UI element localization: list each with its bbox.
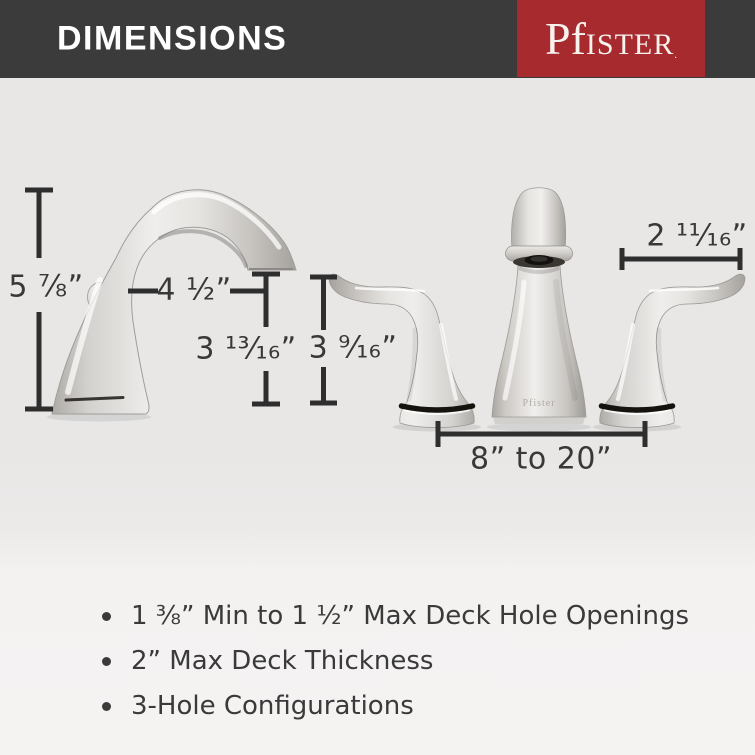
spout-outlet-height-label: 3 ¹³⁄₁₆”: [195, 331, 297, 367]
spec-list: [102, 601, 689, 736]
brand-wordmark-head: Pf: [545, 12, 586, 64]
bullet-icon: [102, 702, 111, 711]
center-spout-illustration: [487, 188, 591, 432]
spec-text: 2” Max Deck Thickness: [131, 646, 434, 676]
spec-text: 3-Hole Configurations: [131, 691, 414, 721]
brand-wordmark-tail: ISTER: [585, 28, 675, 61]
bullet-icon: [102, 612, 111, 621]
spec-item-deck-thickness: [102, 646, 689, 677]
spec-text: 1 ⅜” Min to 1 ½” Max Deck Hole Openings: [131, 601, 690, 631]
overall-height-label: 5 ⅞”: [8, 269, 84, 305]
right-handle-illustration: [593, 274, 745, 431]
spout-watermark: Pfister: [522, 398, 556, 409]
spec-item-hole-configurations: [102, 691, 689, 722]
brand-trademark-dot: .: [674, 49, 677, 61]
spout-reach-label: 4 ½”: [156, 272, 232, 308]
handle-length-label: 2 ¹¹⁄₁₆”: [646, 218, 748, 254]
bullet-icon: [102, 657, 111, 666]
spec-item-deck-hole-openings: [102, 601, 689, 632]
hole-spread-label: 8” to 20”: [469, 441, 613, 477]
handle-height-label: 3 ⁹⁄₁₆”: [308, 330, 398, 366]
page-title: DIMENSIONS: [57, 19, 288, 58]
